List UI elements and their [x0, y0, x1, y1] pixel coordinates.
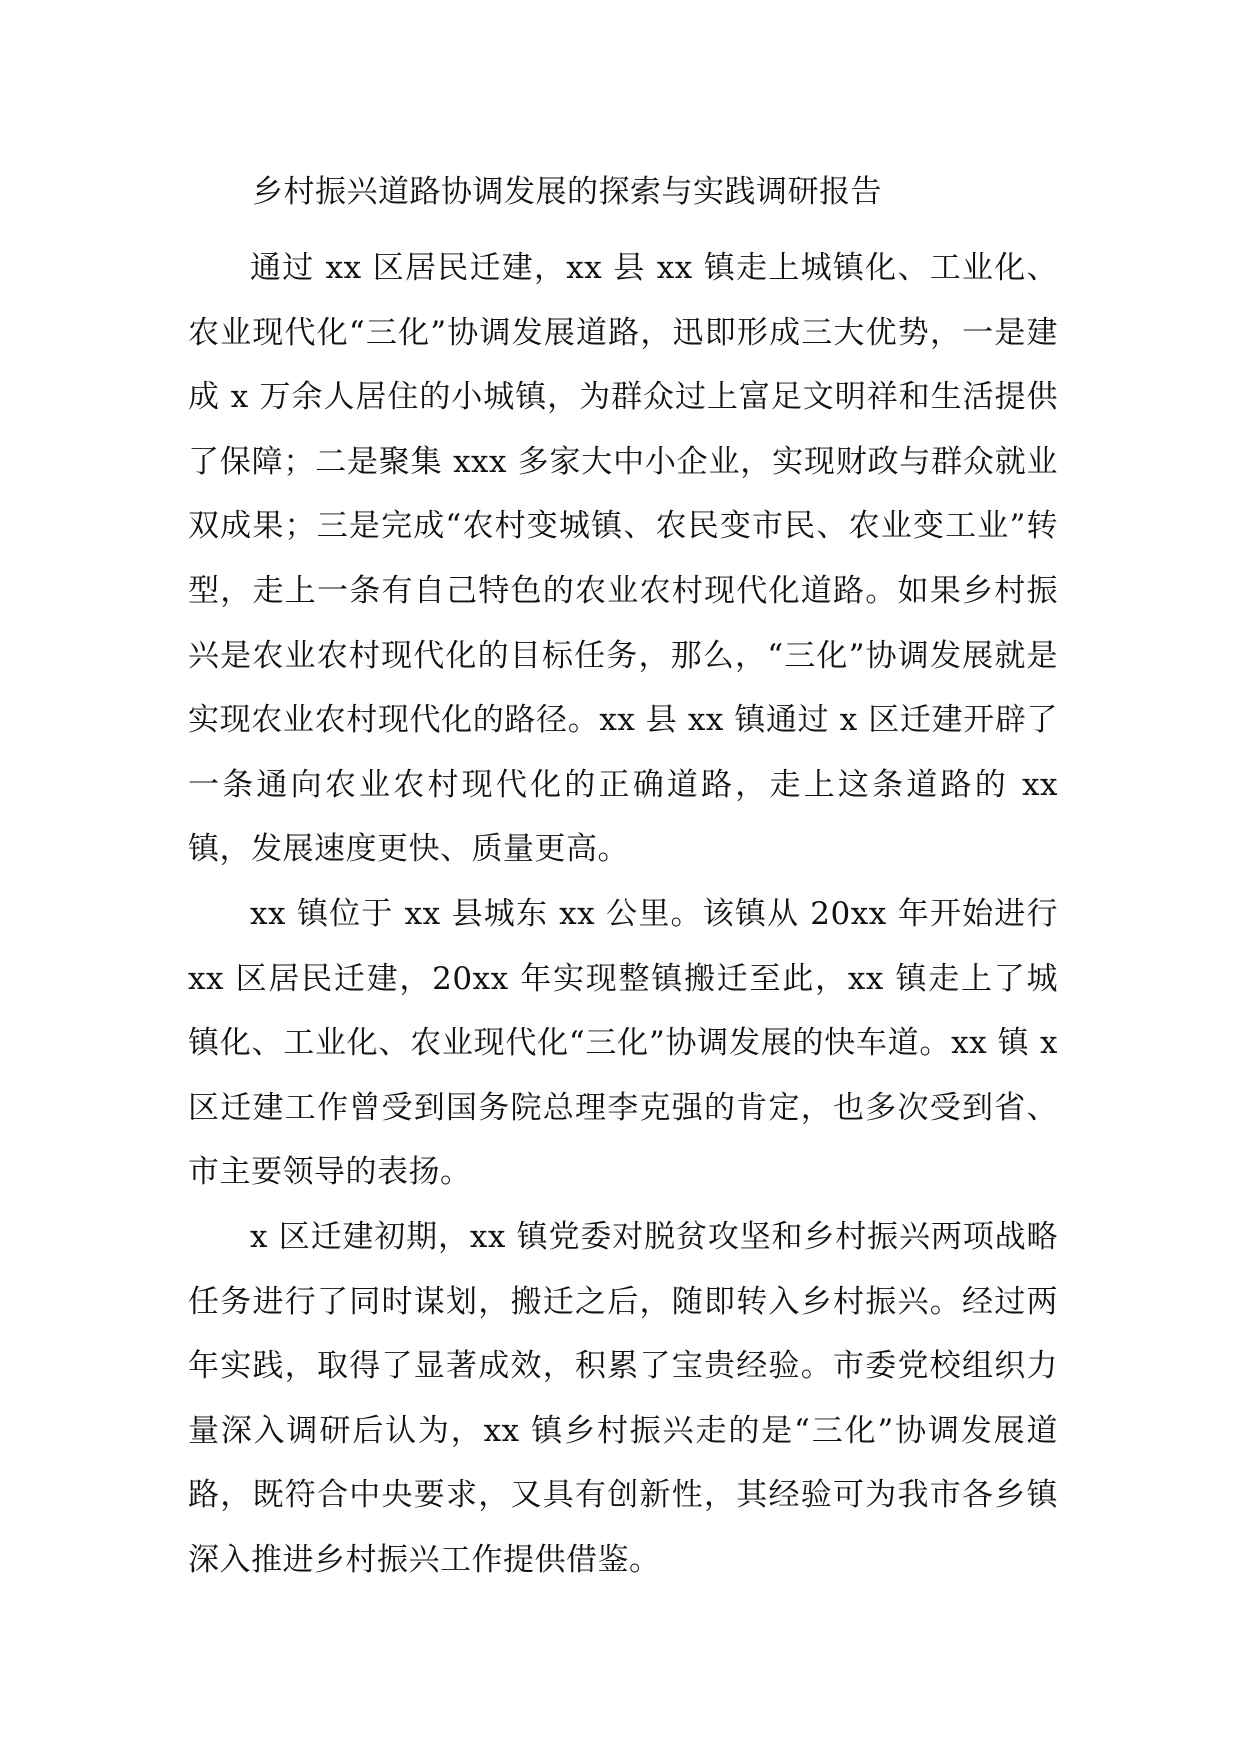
document-title: 乡村振兴道路协调发展的探索与实践调研报告	[252, 174, 882, 210]
paragraph-2: xx 镇位于 xx 县城东 xx 公里。该镇从 20xx 年开始进行 xx 区居民迁建，20xx 年实现整镇搬迁至此，xx 镇走上了城镇化、工业化、农业现代化“三化”协调发展的快车道。xx 镇 x 区迁建工作曾受到国务院总理李克强的肯定，也多次受到省、市主要领导的表扬。	[188, 895, 1058, 1191]
document-body	[188, 236, 1058, 1592]
paragraph-1: 通过 xx 区居民迁建，xx 县 xx 镇走上城镇化、工业化、农业现代化“三化”协调发展道路，迅即形成三大优势，一是建成 x 万余人居住的小城镇，为群众过上富足文明祥和生活提供了保障；二是聚集 xxx 多家大中小企业，实现财政与群众就业双成果；三是完成“农村变城镇、农民变市民、农业变工业”转型，走上一条有自己特色的农业农村现代化道路。如果乡村振兴是农业农村现代化的目标任务，那么，“三化”协调发展就是实现农业农村现代化的路径。xx 县 xx 镇通过 x 区迁建开辟了一条通向农业农村现代化的正确道路，走上这条道路的 xx 镇，发展速度更快、质量更高。	[188, 250, 1058, 868]
paragraph-3: x 区迁建初期，xx 镇党委对脱贫攻坚和乡村振兴两项战略任务进行了同时谋划，搬迁之后，随即转入乡村振兴。经过两年实践，取得了显著成效，积累了宝贵经验。市委党校组织力量深入调研后认为，xx 镇乡村振兴走的是“三化”协调发展道路，既符合中央要求，又具有创新性，其经验可为我市各乡镇深入推进乡村振兴工作提供借鉴。	[188, 1218, 1058, 1578]
